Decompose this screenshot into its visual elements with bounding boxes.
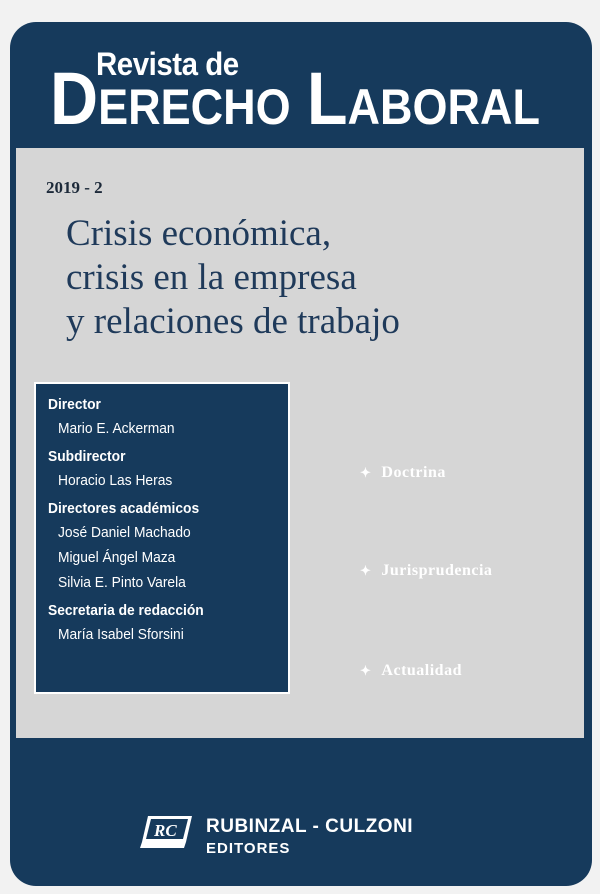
staff-name: José Daniel Machado (58, 524, 191, 541)
masthead-title (50, 57, 541, 144)
section-actualidad (360, 662, 462, 680)
logo-monogram: RC (154, 821, 177, 840)
role-label: Directores académicos (48, 500, 200, 517)
masthead-initial-d: D (50, 57, 99, 140)
secretary-group (36, 602, 288, 644)
book-cover (10, 22, 592, 886)
director-group (36, 396, 288, 438)
publisher-name: RUBINZAL - CULZONI (206, 816, 414, 837)
masthead-initial-l: L (306, 57, 348, 140)
issue-title (66, 212, 400, 344)
title-line: Crisis económica, (66, 213, 332, 254)
staff-name: Mario E. Ackerman (58, 420, 175, 437)
issue-number: 2019 - 2 (46, 178, 103, 197)
academic-directors-group (36, 500, 288, 592)
publisher-footer (10, 738, 592, 886)
star-bullet-icon: ✦ (360, 663, 372, 678)
masthead (10, 22, 592, 148)
editorial-board (34, 382, 290, 694)
staff-name: María Isabel Sforsini (58, 626, 184, 643)
masthead-word-derecho: ERECHO (98, 79, 291, 135)
staff-name: Silvia E. Pinto Varela (58, 574, 186, 591)
role-label: Director (48, 396, 101, 413)
publisher-imprint: EDITORES (206, 840, 291, 857)
content-panel (16, 148, 584, 738)
title-line: y relaciones de trabajo (66, 301, 400, 342)
publisher-logo-icon (140, 812, 194, 850)
section-doctrina (360, 464, 446, 482)
section-label: Actualidad (381, 662, 462, 679)
title-line: crisis en la empresa (66, 257, 357, 298)
star-bullet-icon: ✦ (360, 465, 372, 480)
masthead-word-laboral: ABORAL (347, 79, 541, 135)
section-label: Jurisprudencia (381, 562, 493, 579)
staff-name: Miguel Ángel Maza (58, 549, 176, 566)
subdirector-group (36, 448, 288, 490)
star-bullet-icon: ✦ (360, 563, 372, 578)
role-label: Secretaria de redacción (48, 602, 204, 619)
section-jurisprudencia (360, 562, 492, 580)
section-label: Doctrina (381, 464, 446, 481)
masthead-prefix: Revista de (96, 46, 239, 82)
staff-name: Horacio Las Heras (58, 472, 173, 489)
role-label: Subdirector (48, 448, 126, 465)
